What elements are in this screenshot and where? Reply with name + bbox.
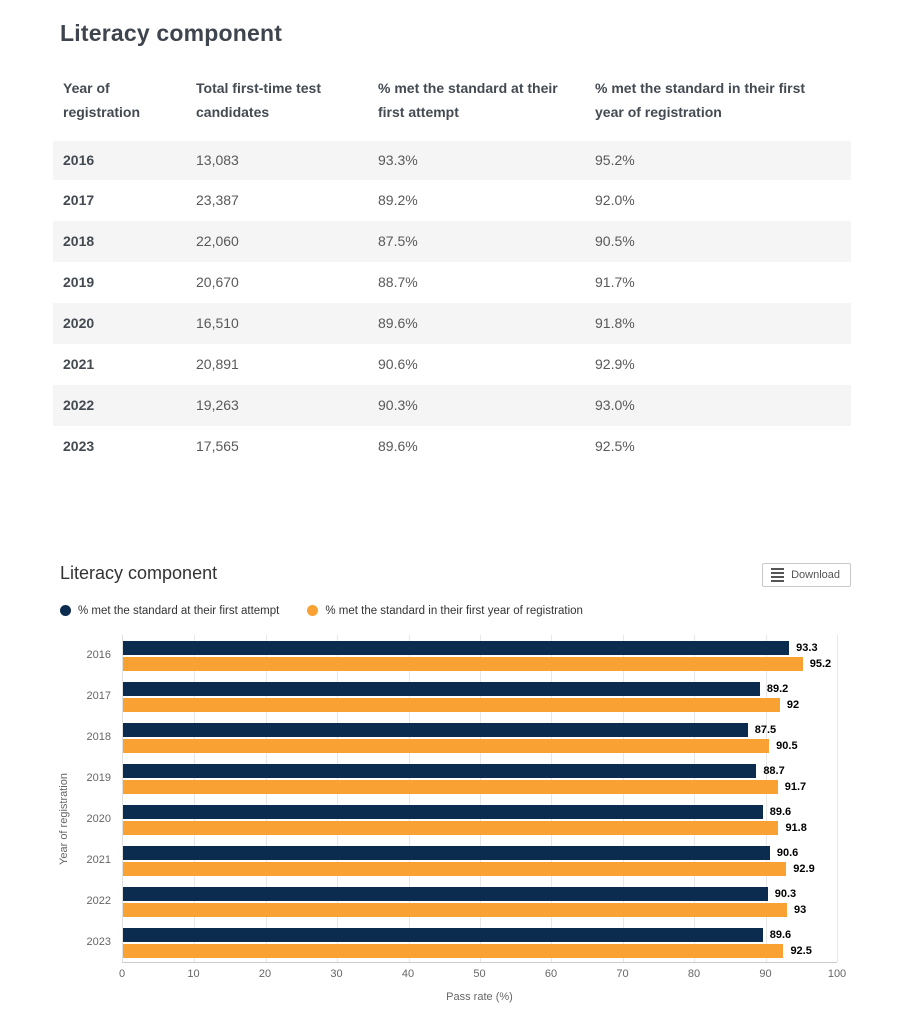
value-cell: 91.8%: [595, 315, 635, 332]
value-cell: 89.6%: [378, 438, 418, 455]
bar-first-attempt-2022[interactable]: [123, 887, 768, 901]
value-cell: 16,510: [196, 315, 239, 332]
bar-first-year-2021[interactable]: [123, 862, 786, 876]
year-cell: 2016: [53, 139, 196, 180]
x-tick-label: 50: [473, 967, 486, 980]
value-cell: 91.7%: [595, 274, 635, 291]
y-tick-label: 2022: [86, 894, 111, 907]
table-row: [53, 262, 851, 303]
legend-dot-first-attempt: [60, 605, 71, 616]
bar-first-attempt-2018[interactable]: [123, 723, 748, 737]
table-header-row: [53, 77, 851, 139]
col-header-candidates: Total first-time test candidates: [196, 77, 378, 139]
bar-value-label: 87.5: [754, 723, 777, 736]
y-tick-label: 2020: [86, 812, 111, 825]
x-tick-label: 40: [401, 967, 415, 980]
bar-first-year-2022[interactable]: [123, 903, 787, 917]
literacy-table: [53, 77, 851, 467]
bar-group-2020: [86, 799, 837, 840]
bar-value-label: 91.8: [785, 821, 807, 834]
bar-value-label: 92.9: [793, 862, 815, 875]
value-cell: 20,670: [196, 274, 239, 291]
x-tick-label: 30: [330, 967, 343, 980]
value-cell: 92.0%: [595, 192, 635, 209]
bar-group-2018: [86, 717, 837, 758]
bar-first-year-2020[interactable]: [123, 821, 778, 835]
y-tick-label: 2018: [86, 730, 111, 743]
legend-item-first-attempt[interactable]: [60, 605, 279, 617]
year-cell: 2019: [63, 274, 95, 291]
bar-first-attempt-2019[interactable]: [123, 764, 756, 778]
table-row: [53, 221, 851, 262]
y-axis-title: Year of registration: [58, 772, 70, 865]
year-cell: 2018: [63, 233, 95, 250]
year-cell: 2023: [63, 438, 95, 455]
bar-first-attempt-2020[interactable]: [123, 805, 763, 819]
bar-value-label: 90.3: [774, 887, 797, 900]
bar-value-label: 95.2: [809, 657, 832, 670]
value-cell: 92.9%: [595, 356, 635, 373]
col-header-first-year: % met the standard in their first year of registration: [595, 77, 851, 139]
x-axis-title: Pass rate (%): [446, 990, 513, 1003]
value-cell: 89.2%: [378, 192, 418, 209]
year-cell: 2020: [63, 315, 95, 332]
value-cell: 89.6%: [378, 315, 418, 332]
year-cell: 2021: [63, 356, 95, 373]
bar-first-year-2018[interactable]: [123, 739, 769, 753]
x-tick-label: 70: [616, 967, 629, 980]
x-tick-label: 90: [759, 967, 772, 980]
value-cell: 22,060: [196, 233, 239, 250]
x-tick-label: 0: [118, 967, 126, 980]
bar-value-label: 90.5: [776, 739, 798, 752]
x-tick-label: 60: [544, 967, 558, 980]
chart-section: [53, 563, 851, 1003]
bar-value-label: 92.5: [790, 944, 812, 957]
bar-value-label: 93: [794, 903, 807, 916]
gridline: [837, 635, 838, 962]
table-row: [53, 426, 851, 467]
y-tick-label: 2023: [86, 935, 111, 948]
legend-label: % met the standard in their first year of registration: [325, 604, 583, 617]
value-cell: 93.3%: [378, 139, 595, 180]
value-cell: 87.5%: [378, 233, 418, 250]
table-body: [53, 139, 851, 467]
bar-first-attempt-2023[interactable]: [123, 928, 763, 942]
bar-group-2021: [86, 840, 837, 881]
bar-value-label: 89.6: [769, 805, 792, 818]
chart-legend: [60, 605, 851, 617]
table-row: [53, 139, 851, 180]
y-tick-label: 2017: [86, 689, 111, 702]
chart-plot-area: [58, 635, 847, 1003]
bar-first-attempt-2021[interactable]: [123, 846, 770, 860]
value-cell: 23,387: [196, 192, 239, 209]
bar-value-label: 93.3: [796, 641, 818, 654]
bar-value-label: 89.2: [766, 682, 789, 695]
bar-group-2023: [86, 922, 837, 963]
x-tick-label: 10: [187, 967, 200, 980]
value-cell: 93.0%: [595, 397, 635, 414]
value-cell: 90.6%: [378, 356, 418, 373]
bar-group-2017: [86, 676, 837, 717]
value-cell: 88.7%: [378, 274, 418, 291]
page-title: Literacy component: [60, 20, 283, 46]
bar-first-year-2019[interactable]: [123, 780, 778, 794]
bar-value-label: 92: [786, 698, 800, 711]
table-row: [53, 385, 851, 426]
bar-group-2016: [86, 635, 837, 676]
bar-value-label: 91.7: [784, 780, 807, 793]
bar-value-label: 89.6: [769, 928, 792, 941]
table-row: [53, 344, 851, 385]
col-header-first-attempt: % met the standard at their first attempt: [378, 77, 595, 139]
y-tick-label: 2019: [86, 771, 111, 784]
value-cell: 19,263: [196, 397, 239, 414]
x-axis-ticks: [118, 967, 847, 984]
bar-group-2019: [86, 758, 837, 799]
bar-first-attempt-2017[interactable]: [123, 682, 760, 696]
table-row: [53, 303, 851, 344]
chart-title: Literacy component: [60, 562, 218, 583]
year-cell: 2017: [63, 192, 95, 209]
year-cell: 2022: [63, 397, 95, 414]
menu-icon: [771, 568, 784, 582]
value-cell: 17,565: [196, 438, 239, 455]
x-tick-label: 100: [827, 967, 847, 980]
bar-chart: [86, 635, 837, 963]
x-tick-label: 20: [258, 967, 272, 980]
y-tick-label: 2016: [86, 648, 111, 661]
bar-first-year-2023[interactable]: [123, 944, 783, 958]
bar-first-year-2017[interactable]: [123, 698, 780, 712]
x-tick-label: 80: [687, 967, 701, 980]
value-cell: 90.3%: [378, 397, 418, 414]
bar-first-year-2016[interactable]: [123, 657, 803, 671]
download-button-label: Download: [791, 568, 840, 581]
col-header-year: Year of registration: [53, 77, 196, 139]
value-cell: 13,083: [196, 139, 378, 180]
bar-first-attempt-2016[interactable]: [123, 641, 789, 655]
download-button[interactable]: [762, 563, 851, 587]
value-cell: 90.5%: [595, 233, 635, 250]
legend-dot-first-year: [307, 605, 318, 616]
value-cell: 92.5%: [595, 438, 635, 455]
y-tick-label: 2021: [86, 853, 111, 866]
legend-label: % met the standard at their first attempt: [78, 604, 280, 617]
value-cell: 20,891: [196, 356, 239, 373]
bar-value-label: 88.7: [763, 764, 785, 777]
value-cell: 95.2%: [595, 139, 851, 180]
table-row: [53, 180, 851, 221]
bar-value-label: 90.6: [776, 846, 799, 859]
bar-group-2022: [86, 881, 837, 922]
legend-item-first-year[interactable]: [307, 605, 583, 617]
